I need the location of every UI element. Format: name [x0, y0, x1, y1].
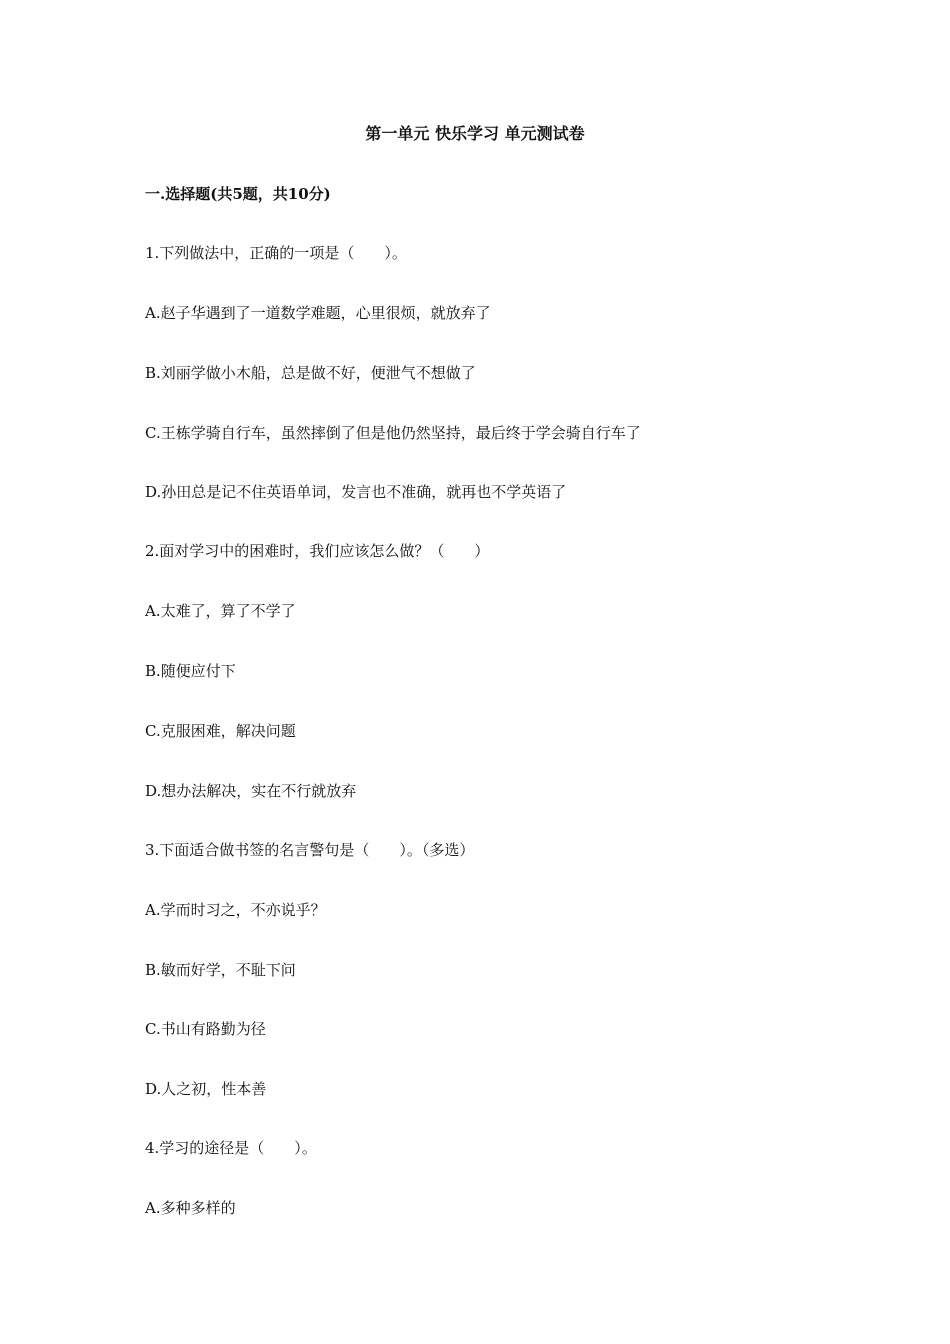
question-1-option-d: D.孙田总是记不住英语单词，发言也不准确，就再也不学英语了	[145, 483, 567, 501]
question-2-option-c: C.克服困难，解决问题	[145, 722, 296, 740]
section-heading: 一.选择题(共5题，共10分)	[145, 185, 331, 203]
question-1-option-c: C.王栋学骑自行车，虽然摔倒了但是他仍然坚持，最后终于学会骑自行车了	[145, 424, 641, 442]
question-1-option-a: A.赵子华遇到了一道数学难题，心里很烦，就放弃了	[145, 304, 491, 322]
question-1-option-b: B.刘丽学做小木船，总是做不好，便泄气不想做了	[145, 364, 476, 382]
question-1-stem: 1.下列做法中，正确的一项是（ ）。	[145, 244, 407, 262]
question-2-stem: 2.面对学习中的困难时，我们应该怎么做？（ ）	[145, 542, 490, 560]
question-2-option-a: A.太难了，算了不学了	[145, 602, 296, 620]
question-4-stem: 4.学习的途径是（ ）。	[145, 1139, 317, 1157]
question-2-option-b: B.随便应付下	[145, 662, 236, 680]
question-4-option-a: A.多种多样的	[145, 1199, 236, 1217]
question-2-option-d: D.想办法解决，实在不行就放弃	[145, 782, 357, 800]
question-3-stem: 3.下面适合做书签的名言警句是（ ）。（多选）	[145, 841, 475, 859]
document-title: 第一单元 快乐学习 单元测试卷	[365, 124, 585, 143]
question-3-option-d: D.人之初，性本善	[145, 1080, 267, 1098]
question-3-option-b: B.敏而好学，不耻下问	[145, 961, 296, 979]
question-3-option-c: C.书山有路勤为径	[145, 1020, 266, 1038]
question-3-option-a: A.学而时习之，不亦说乎？	[145, 901, 326, 919]
